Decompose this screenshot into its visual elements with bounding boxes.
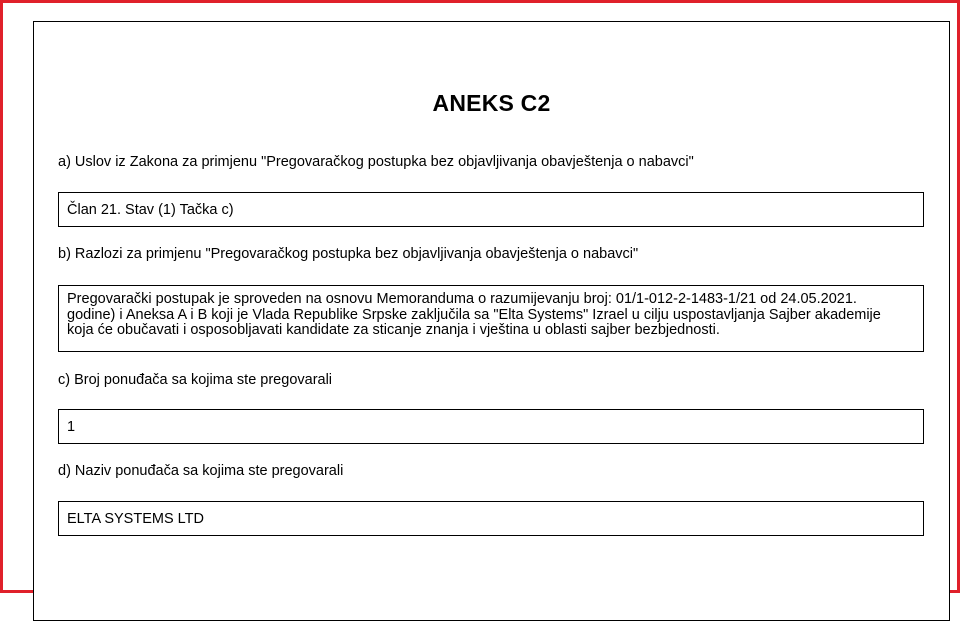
- section-d-value-box: [58, 501, 924, 536]
- section-d-value: ELTA SYSTEMS LTD: [67, 510, 204, 527]
- section-c-label: c) Broj ponuđača sa kojima ste pregovarali: [58, 372, 333, 388]
- document-page: [33, 21, 950, 621]
- section-b-value-line-1: Pregovarački postupak je sproveden na osnovu Memoranduma o razumijevanju broj: 01/1-012-2-1483-1/21 od 24.05.2021.: [67, 291, 857, 307]
- section-a-value-box: [58, 192, 924, 227]
- section-c-value: 1: [67, 418, 76, 435]
- section-b-value-box: [58, 285, 924, 352]
- section-c-value-box: [58, 409, 924, 444]
- section-b-value-line-3: koja će obučavati i osposobljavati kandidate za sticanje znanja i vještina u oblasti sajber bezbjednosti.: [67, 322, 720, 338]
- section-d-label: d) Naziv ponuđača sa kojima ste pregovarali: [58, 463, 344, 479]
- section-b-value-line-2: godine) i Aneksa A i B koji je Vlada Republike Srpske zaključila sa "Elta Systems" Izrael u cilju uspostavljanja Sajber akademije: [67, 306, 881, 323]
- section-a-value: Član 21. Stav (1) Tačka c): [67, 201, 234, 218]
- page-title: ANEKS C2: [432, 90, 551, 116]
- section-a-label: a) Uslov iz Zakona za primjenu "Pregovaračkog postupka bez objavljivanja obavještenja o nabavci": [58, 154, 694, 170]
- section-b-label: b) Razlozi za primjenu "Pregovaračkog postupka bez objavljivanja obavještenja o nabavci": [58, 246, 639, 262]
